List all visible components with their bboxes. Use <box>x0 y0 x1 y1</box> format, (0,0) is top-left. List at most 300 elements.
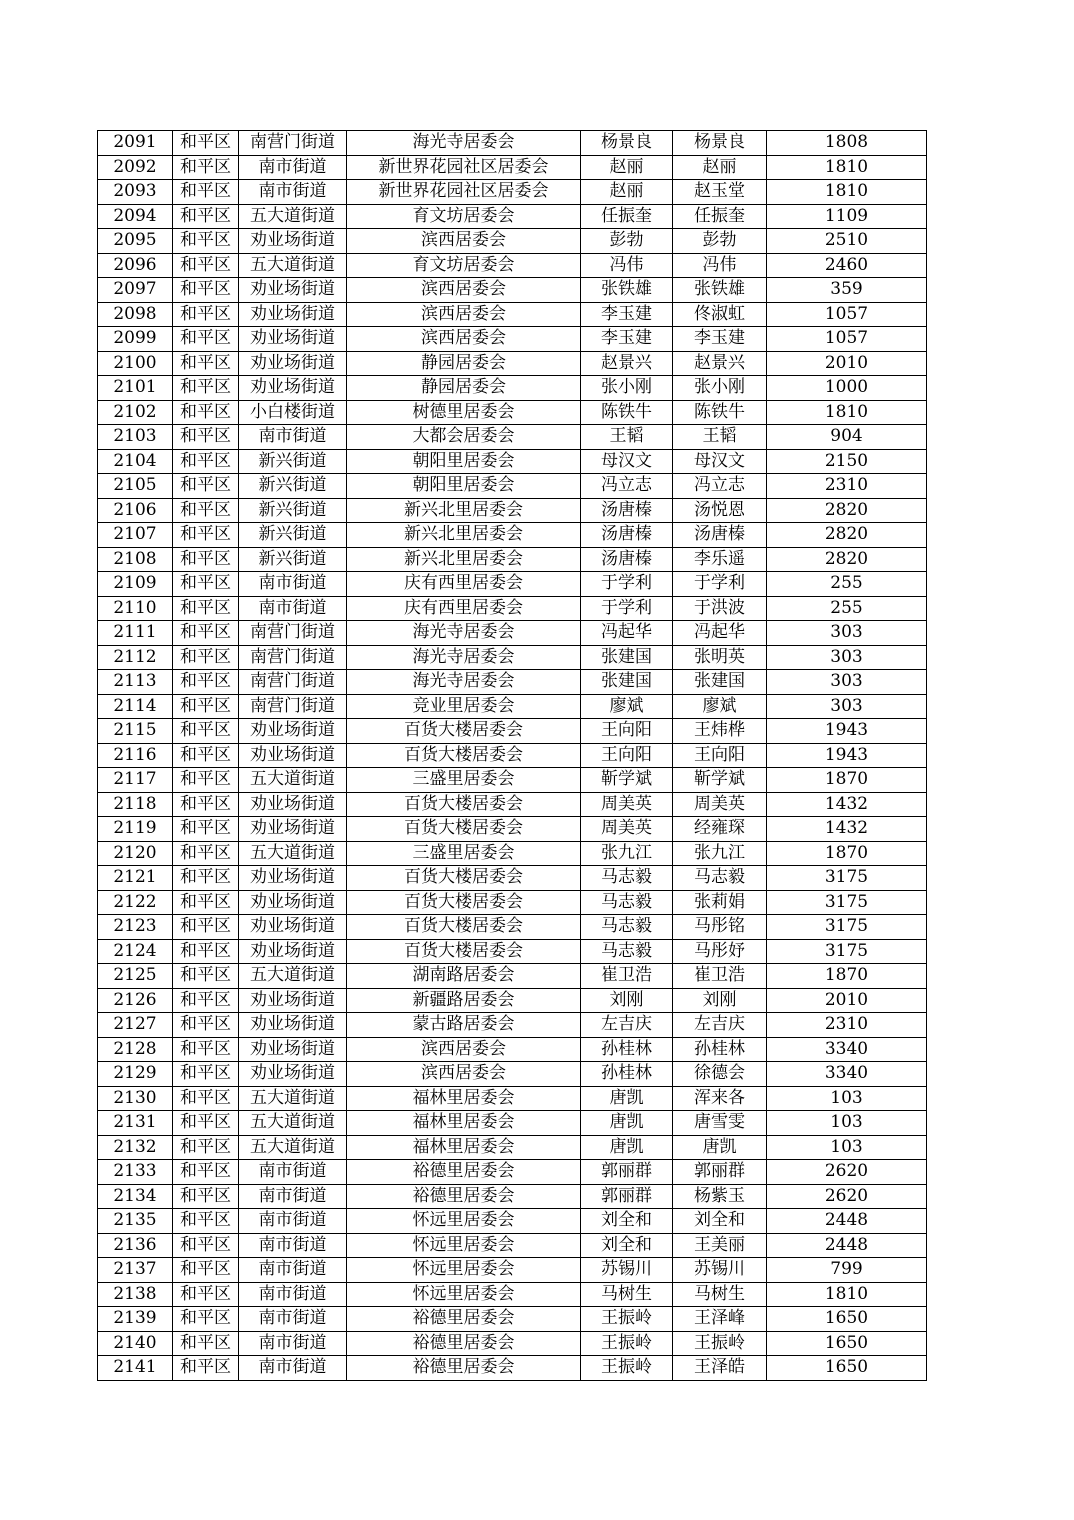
district-cell: 和平区 <box>173 1037 239 1062</box>
district-cell: 和平区 <box>173 302 239 327</box>
district-cell: 和平区 <box>173 866 239 891</box>
district-cell: 和平区 <box>173 645 239 670</box>
committee-cell: 新世界花园社区居委会 <box>347 180 581 205</box>
amount-cell: 1650 <box>767 1307 927 1332</box>
row-number-cell: 2115 <box>98 719 173 744</box>
district-cell: 和平区 <box>173 547 239 572</box>
householder-cell: 王振岭 <box>581 1356 673 1381</box>
householder-cell: 张铁雄 <box>581 278 673 303</box>
committee-cell: 百货大楼居委会 <box>347 743 581 768</box>
table-row <box>98 523 927 548</box>
amount-cell: 2010 <box>767 351 927 376</box>
amount-cell: 904 <box>767 425 927 450</box>
member-name-cell: 马志毅 <box>673 866 767 891</box>
committee-cell: 怀远里居委会 <box>347 1209 581 1234</box>
table-row <box>98 939 927 964</box>
amount-cell: 303 <box>767 621 927 646</box>
member-name-cell: 周美英 <box>673 792 767 817</box>
amount-cell: 1000 <box>767 376 927 401</box>
district-cell: 和平区 <box>173 1111 239 1136</box>
member-name-cell: 于学利 <box>673 572 767 597</box>
committee-cell: 朝阳里居委会 <box>347 474 581 499</box>
table-row <box>98 1013 927 1038</box>
amount-cell: 2310 <box>767 474 927 499</box>
householder-cell: 母汉文 <box>581 449 673 474</box>
committee-cell: 三盛里居委会 <box>347 841 581 866</box>
row-number-cell: 2117 <box>98 768 173 793</box>
householder-cell: 于学利 <box>581 572 673 597</box>
amount-cell: 2820 <box>767 523 927 548</box>
row-number-cell: 2136 <box>98 1233 173 1258</box>
amount-cell: 1870 <box>767 768 927 793</box>
street-cell: 劝业场街道 <box>239 376 347 401</box>
amount-cell: 2460 <box>767 253 927 278</box>
amount-cell: 2820 <box>767 498 927 523</box>
amount-cell: 103 <box>767 1135 927 1160</box>
district-cell: 和平区 <box>173 596 239 621</box>
street-cell: 南市街道 <box>239 1209 347 1234</box>
row-number-cell: 2137 <box>98 1258 173 1283</box>
table-row <box>98 694 927 719</box>
householder-cell: 陈铁牛 <box>581 400 673 425</box>
row-number-cell: 2122 <box>98 890 173 915</box>
street-cell: 劝业场街道 <box>239 743 347 768</box>
district-cell: 和平区 <box>173 1331 239 1356</box>
table-row <box>98 743 927 768</box>
member-name-cell: 经雍琛 <box>673 817 767 842</box>
table-row <box>98 988 927 1013</box>
district-cell: 和平区 <box>173 915 239 940</box>
street-cell: 五大道街道 <box>239 964 347 989</box>
amount-cell: 303 <box>767 670 927 695</box>
street-cell: 新兴街道 <box>239 474 347 499</box>
committee-cell: 新兴北里居委会 <box>347 547 581 572</box>
amount-cell: 1432 <box>767 817 927 842</box>
committee-cell: 怀远里居委会 <box>347 1233 581 1258</box>
member-name-cell: 徐德会 <box>673 1062 767 1087</box>
table-row <box>98 474 927 499</box>
row-number-cell: 2093 <box>98 180 173 205</box>
district-cell: 和平区 <box>173 376 239 401</box>
member-name-cell: 王泽皓 <box>673 1356 767 1381</box>
street-cell: 南市街道 <box>239 1233 347 1258</box>
committee-cell: 树德里居委会 <box>347 400 581 425</box>
district-cell: 和平区 <box>173 474 239 499</box>
householder-cell: 任振奎 <box>581 204 673 229</box>
street-cell: 南市街道 <box>239 1282 347 1307</box>
row-number-cell: 2140 <box>98 1331 173 1356</box>
table-row <box>98 131 927 156</box>
row-number-cell: 2103 <box>98 425 173 450</box>
table-row <box>98 449 927 474</box>
committee-cell: 福林里居委会 <box>347 1111 581 1136</box>
district-cell: 和平区 <box>173 670 239 695</box>
district-cell: 和平区 <box>173 988 239 1013</box>
row-number-cell: 2109 <box>98 572 173 597</box>
district-cell: 和平区 <box>173 1307 239 1332</box>
member-name-cell: 王振岭 <box>673 1331 767 1356</box>
street-cell: 新兴街道 <box>239 498 347 523</box>
street-cell: 南营门街道 <box>239 131 347 156</box>
street-cell: 五大道街道 <box>239 768 347 793</box>
row-number-cell: 2121 <box>98 866 173 891</box>
table-row <box>98 327 927 352</box>
committee-cell: 滨西居委会 <box>347 327 581 352</box>
district-cell: 和平区 <box>173 131 239 156</box>
householder-cell: 王韬 <box>581 425 673 450</box>
row-number-cell: 2124 <box>98 939 173 964</box>
amount-cell: 2310 <box>767 1013 927 1038</box>
committee-cell: 新世界花园社区居委会 <box>347 155 581 180</box>
amount-cell: 1870 <box>767 964 927 989</box>
member-name-cell: 张铁雄 <box>673 278 767 303</box>
row-number-cell: 2133 <box>98 1160 173 1185</box>
table-row <box>98 866 927 891</box>
street-cell: 南市街道 <box>239 155 347 180</box>
district-cell: 和平区 <box>173 523 239 548</box>
district-cell: 和平区 <box>173 743 239 768</box>
table-row <box>98 1331 927 1356</box>
street-cell: 南市街道 <box>239 596 347 621</box>
row-number-cell: 2127 <box>98 1013 173 1038</box>
householder-cell: 王振岭 <box>581 1331 673 1356</box>
street-cell: 新兴街道 <box>239 523 347 548</box>
table-row <box>98 1037 927 1062</box>
row-number-cell: 2092 <box>98 155 173 180</box>
street-cell: 劝业场街道 <box>239 890 347 915</box>
row-number-cell: 2128 <box>98 1037 173 1062</box>
amount-cell: 3175 <box>767 915 927 940</box>
member-name-cell: 陈铁牛 <box>673 400 767 425</box>
householder-cell: 汤唐榛 <box>581 498 673 523</box>
street-cell: 南市街道 <box>239 572 347 597</box>
district-cell: 和平区 <box>173 817 239 842</box>
district-cell: 和平区 <box>173 498 239 523</box>
amount-cell: 255 <box>767 572 927 597</box>
street-cell: 劝业场街道 <box>239 1037 347 1062</box>
district-cell: 和平区 <box>173 425 239 450</box>
householder-cell: 赵丽 <box>581 180 673 205</box>
committee-cell: 静园居委会 <box>347 351 581 376</box>
row-number-cell: 2102 <box>98 400 173 425</box>
amount-cell: 1810 <box>767 180 927 205</box>
amount-cell: 1810 <box>767 155 927 180</box>
records-table-body <box>98 131 927 1381</box>
householder-cell: 马树生 <box>581 1282 673 1307</box>
householder-cell: 刘刚 <box>581 988 673 1013</box>
householder-cell: 杨景良 <box>581 131 673 156</box>
member-name-cell: 母汉文 <box>673 449 767 474</box>
table-row <box>98 670 927 695</box>
street-cell: 劝业场街道 <box>239 302 347 327</box>
street-cell: 新兴街道 <box>239 449 347 474</box>
row-number-cell: 2096 <box>98 253 173 278</box>
member-name-cell: 赵玉堂 <box>673 180 767 205</box>
member-name-cell: 佟淑虹 <box>673 302 767 327</box>
committee-cell: 三盛里居委会 <box>347 768 581 793</box>
district-cell: 和平区 <box>173 1062 239 1087</box>
district-cell: 和平区 <box>173 1184 239 1209</box>
member-name-cell: 李乐遥 <box>673 547 767 572</box>
member-name-cell: 王泽峰 <box>673 1307 767 1332</box>
amount-cell: 2620 <box>767 1160 927 1185</box>
member-name-cell: 任振奎 <box>673 204 767 229</box>
householder-cell: 王振岭 <box>581 1307 673 1332</box>
row-number-cell: 2100 <box>98 351 173 376</box>
member-name-cell: 张九江 <box>673 841 767 866</box>
amount-cell: 1650 <box>767 1331 927 1356</box>
street-cell: 小白楼街道 <box>239 400 347 425</box>
table-row <box>98 792 927 817</box>
row-number-cell: 2118 <box>98 792 173 817</box>
householder-cell: 苏锡川 <box>581 1258 673 1283</box>
table-row <box>98 547 927 572</box>
member-name-cell: 刘刚 <box>673 988 767 1013</box>
row-number-cell: 2138 <box>98 1282 173 1307</box>
committee-cell: 静园居委会 <box>347 376 581 401</box>
member-name-cell: 王向阳 <box>673 743 767 768</box>
street-cell: 劝业场街道 <box>239 939 347 964</box>
amount-cell: 255 <box>767 596 927 621</box>
row-number-cell: 2104 <box>98 449 173 474</box>
member-name-cell: 王美丽 <box>673 1233 767 1258</box>
row-number-cell: 2125 <box>98 964 173 989</box>
committee-cell: 怀远里居委会 <box>347 1258 581 1283</box>
district-cell: 和平区 <box>173 621 239 646</box>
committee-cell: 裕德里居委会 <box>347 1160 581 1185</box>
householder-cell: 冯起华 <box>581 621 673 646</box>
amount-cell: 1810 <box>767 400 927 425</box>
district-cell: 和平区 <box>173 351 239 376</box>
member-name-cell: 王炜桦 <box>673 719 767 744</box>
table-row <box>98 204 927 229</box>
member-name-cell: 郭丽群 <box>673 1160 767 1185</box>
committee-cell: 大都会居委会 <box>347 425 581 450</box>
table-row <box>98 400 927 425</box>
table-row <box>98 1282 927 1307</box>
table-row <box>98 645 927 670</box>
householder-cell: 马志毅 <box>581 915 673 940</box>
table-row <box>98 768 927 793</box>
committee-cell: 裕德里居委会 <box>347 1331 581 1356</box>
committee-cell: 育文坊居委会 <box>347 204 581 229</box>
table-row <box>98 302 927 327</box>
district-cell: 和平区 <box>173 768 239 793</box>
householder-cell: 靳学斌 <box>581 768 673 793</box>
amount-cell: 1808 <box>767 131 927 156</box>
street-cell: 劝业场街道 <box>239 1062 347 1087</box>
table-row <box>98 817 927 842</box>
amount-cell: 1943 <box>767 743 927 768</box>
street-cell: 南营门街道 <box>239 621 347 646</box>
member-name-cell: 张莉娟 <box>673 890 767 915</box>
member-name-cell: 冯起华 <box>673 621 767 646</box>
district-cell: 和平区 <box>173 1233 239 1258</box>
row-number-cell: 2131 <box>98 1111 173 1136</box>
district-cell: 和平区 <box>173 1209 239 1234</box>
street-cell: 南市街道 <box>239 1160 347 1185</box>
committee-cell: 滨西居委会 <box>347 278 581 303</box>
householder-cell: 冯立志 <box>581 474 673 499</box>
member-name-cell: 张明英 <box>673 645 767 670</box>
table-row <box>98 1258 927 1283</box>
amount-cell: 1057 <box>767 302 927 327</box>
table-row <box>98 351 927 376</box>
table-row <box>98 1209 927 1234</box>
table-row <box>98 1062 927 1087</box>
householder-cell: 马志毅 <box>581 866 673 891</box>
row-number-cell: 2097 <box>98 278 173 303</box>
table-row <box>98 1356 927 1381</box>
member-name-cell: 马彤妤 <box>673 939 767 964</box>
amount-cell: 3340 <box>767 1037 927 1062</box>
street-cell: 五大道街道 <box>239 1111 347 1136</box>
householder-cell: 郭丽群 <box>581 1160 673 1185</box>
table-row <box>98 376 927 401</box>
member-name-cell: 王韬 <box>673 425 767 450</box>
member-name-cell: 张建国 <box>673 670 767 695</box>
committee-cell: 福林里居委会 <box>347 1086 581 1111</box>
district-cell: 和平区 <box>173 229 239 254</box>
committee-cell: 庆有西里居委会 <box>347 572 581 597</box>
amount-cell: 2448 <box>767 1209 927 1234</box>
householder-cell: 王向阳 <box>581 719 673 744</box>
district-cell: 和平区 <box>173 449 239 474</box>
member-name-cell: 冯伟 <box>673 253 767 278</box>
amount-cell: 3175 <box>767 890 927 915</box>
committee-cell: 滨西居委会 <box>347 229 581 254</box>
householder-cell: 张小刚 <box>581 376 673 401</box>
row-number-cell: 2098 <box>98 302 173 327</box>
committee-cell: 新疆路居委会 <box>347 988 581 1013</box>
member-name-cell: 杨景良 <box>673 131 767 156</box>
table-row <box>98 253 927 278</box>
amount-cell: 2010 <box>767 988 927 1013</box>
table-row <box>98 572 927 597</box>
row-number-cell: 2110 <box>98 596 173 621</box>
table-row <box>98 1135 927 1160</box>
committee-cell: 裕德里居委会 <box>347 1184 581 1209</box>
street-cell: 五大道街道 <box>239 841 347 866</box>
amount-cell: 1650 <box>767 1356 927 1381</box>
member-name-cell: 冯立志 <box>673 474 767 499</box>
amount-cell: 1109 <box>767 204 927 229</box>
householder-cell: 彭勃 <box>581 229 673 254</box>
street-cell: 南市街道 <box>239 1258 347 1283</box>
amount-cell: 2820 <box>767 547 927 572</box>
member-name-cell: 张小刚 <box>673 376 767 401</box>
district-cell: 和平区 <box>173 1160 239 1185</box>
street-cell: 劝业场街道 <box>239 229 347 254</box>
street-cell: 五大道街道 <box>239 1135 347 1160</box>
amount-cell: 2150 <box>767 449 927 474</box>
row-number-cell: 2114 <box>98 694 173 719</box>
amount-cell: 1943 <box>767 719 927 744</box>
member-name-cell: 彭勃 <box>673 229 767 254</box>
amount-cell: 303 <box>767 694 927 719</box>
table-row <box>98 1307 927 1332</box>
householder-cell: 唐凯 <box>581 1086 673 1111</box>
committee-cell: 福林里居委会 <box>347 1135 581 1160</box>
district-cell: 和平区 <box>173 204 239 229</box>
householder-cell: 廖斌 <box>581 694 673 719</box>
table-row <box>98 596 927 621</box>
householder-cell: 唐凯 <box>581 1111 673 1136</box>
householder-cell: 刘全和 <box>581 1209 673 1234</box>
amount-cell: 1810 <box>767 1282 927 1307</box>
householder-cell: 张建国 <box>581 670 673 695</box>
amount-cell: 1870 <box>767 841 927 866</box>
amount-cell: 2448 <box>767 1233 927 1258</box>
table-row <box>98 180 927 205</box>
amount-cell: 799 <box>767 1258 927 1283</box>
table-row <box>98 890 927 915</box>
householder-cell: 张九江 <box>581 841 673 866</box>
member-name-cell: 李玉建 <box>673 327 767 352</box>
committee-cell: 百货大楼居委会 <box>347 939 581 964</box>
district-cell: 和平区 <box>173 180 239 205</box>
street-cell: 五大道街道 <box>239 253 347 278</box>
row-number-cell: 2101 <box>98 376 173 401</box>
member-name-cell: 左吉庆 <box>673 1013 767 1038</box>
householder-cell: 汤唐榛 <box>581 547 673 572</box>
row-number-cell: 2105 <box>98 474 173 499</box>
street-cell: 南市街道 <box>239 1356 347 1381</box>
street-cell: 劝业场街道 <box>239 792 347 817</box>
street-cell: 五大道街道 <box>239 1086 347 1111</box>
committee-cell: 海光寺居委会 <box>347 670 581 695</box>
member-name-cell: 廖斌 <box>673 694 767 719</box>
member-name-cell: 苏锡川 <box>673 1258 767 1283</box>
committee-cell: 新兴北里居委会 <box>347 523 581 548</box>
member-name-cell: 赵景兴 <box>673 351 767 376</box>
committee-cell: 竞业里居委会 <box>347 694 581 719</box>
householder-cell: 刘全和 <box>581 1233 673 1258</box>
street-cell: 南营门街道 <box>239 645 347 670</box>
householder-cell: 冯伟 <box>581 253 673 278</box>
householder-cell: 赵丽 <box>581 155 673 180</box>
amount-cell: 103 <box>767 1086 927 1111</box>
amount-cell: 3340 <box>767 1062 927 1087</box>
table-row <box>98 1160 927 1185</box>
householder-cell: 孙桂林 <box>581 1062 673 1087</box>
committee-cell: 滨西居委会 <box>347 302 581 327</box>
street-cell: 南市街道 <box>239 1307 347 1332</box>
amount-cell: 1432 <box>767 792 927 817</box>
amount-cell: 3175 <box>767 939 927 964</box>
member-name-cell: 汤唐榛 <box>673 523 767 548</box>
committee-cell: 新兴北里居委会 <box>347 498 581 523</box>
householder-cell: 马志毅 <box>581 939 673 964</box>
committee-cell: 百货大楼居委会 <box>347 817 581 842</box>
street-cell: 劝业场街道 <box>239 278 347 303</box>
street-cell: 劝业场街道 <box>239 719 347 744</box>
district-cell: 和平区 <box>173 890 239 915</box>
committee-cell: 海光寺居委会 <box>347 621 581 646</box>
row-number-cell: 2132 <box>98 1135 173 1160</box>
householder-cell: 张建国 <box>581 645 673 670</box>
row-number-cell: 2123 <box>98 915 173 940</box>
householder-cell: 孙桂林 <box>581 1037 673 1062</box>
table-row <box>98 964 927 989</box>
row-number-cell: 2129 <box>98 1062 173 1087</box>
table-row <box>98 229 927 254</box>
street-cell: 新兴街道 <box>239 547 347 572</box>
member-name-cell: 于洪波 <box>673 596 767 621</box>
member-name-cell: 杨紫玉 <box>673 1184 767 1209</box>
street-cell: 劝业场街道 <box>239 988 347 1013</box>
amount-cell: 103 <box>767 1111 927 1136</box>
